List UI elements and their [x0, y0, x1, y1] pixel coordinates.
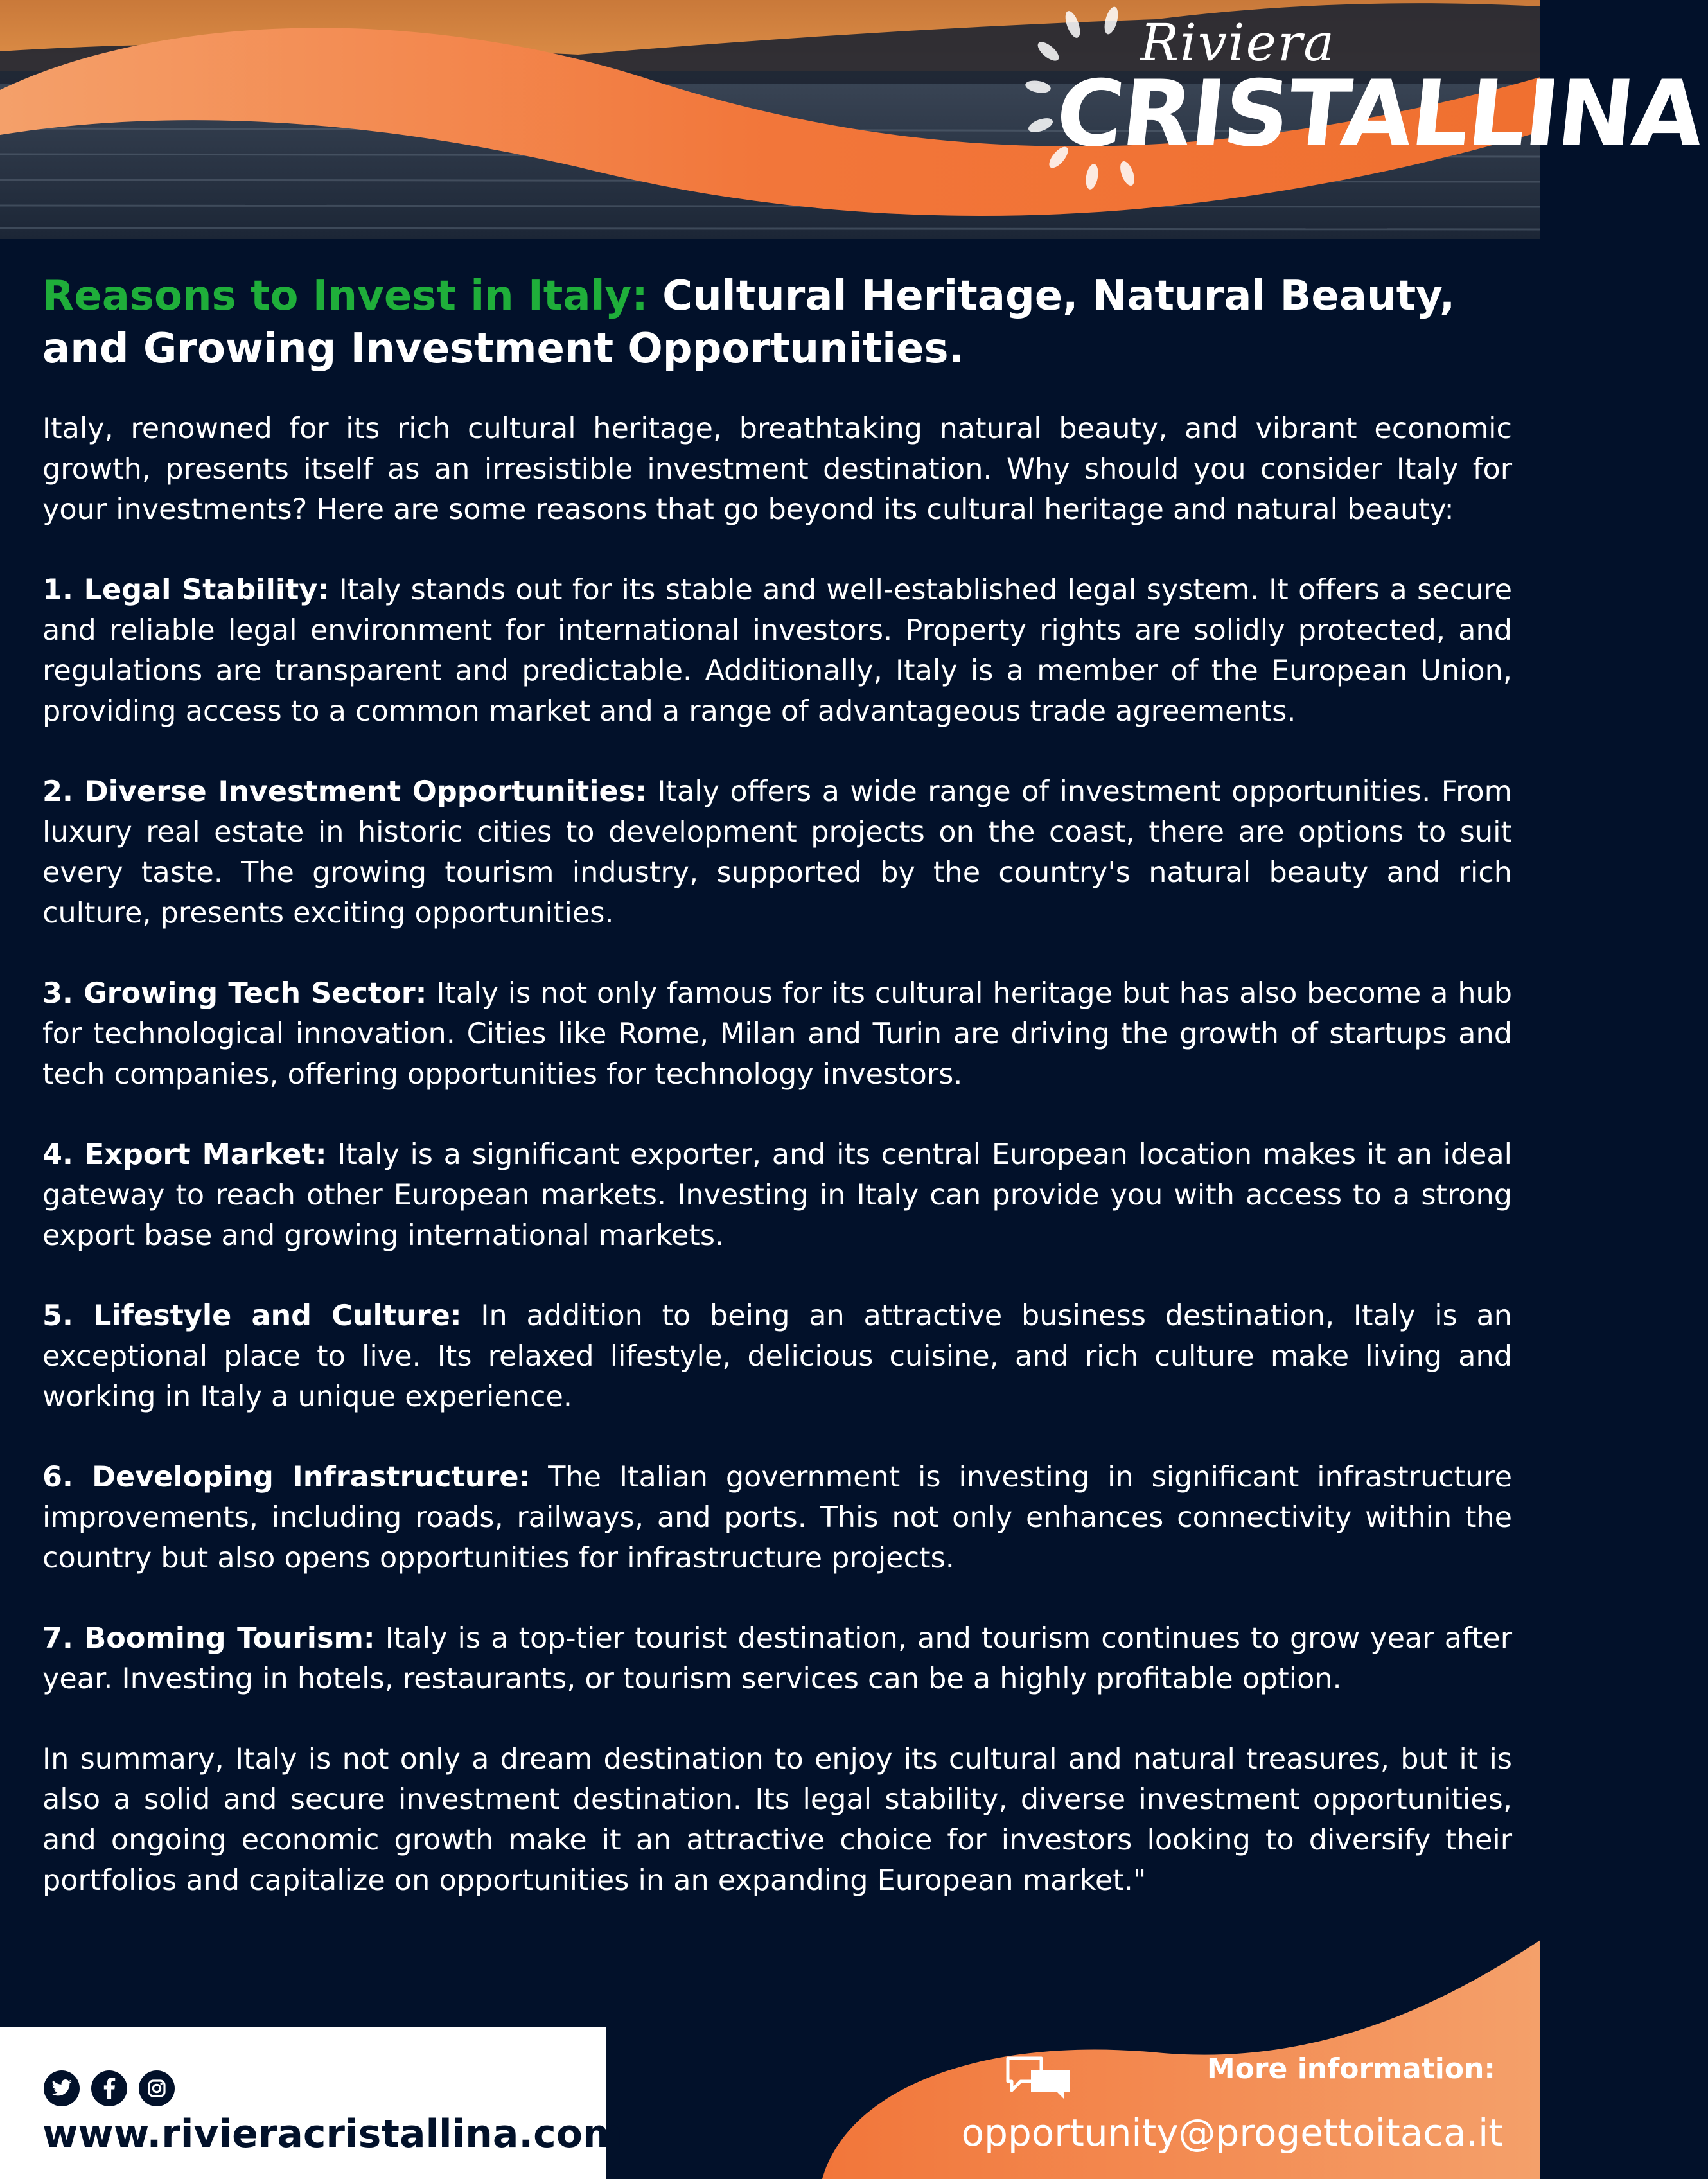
- point-text: Italy is not only famous for its cultural heritage but has also become a hub for technological innovation. Cities like Rome, Milan and Turin are driving the growth of startups and tech companies, offering opportunities for technology investors.: [42, 977, 1512, 1091]
- point-heading: 4. Export Market:: [42, 1138, 327, 1171]
- point-heading: 2. Diverse Investment Opportunities:: [42, 775, 647, 808]
- point-heading: 5. Lifestyle and Culture:: [42, 1300, 462, 1332]
- point-text: Italy offers a wide range of investment opportunities. From luxury real estate in historic cities to development projects on the coast, there are options to suit every taste. The growing tourism industry, supported by the country's natural beauty and rich culture, presents exciting opportunities.: [42, 775, 1512, 930]
- title-rest: Cultural Heritage, Natural Beauty, and Growing Investment Opportunities.: [42, 272, 1456, 373]
- logo-script-text: Riviera: [1140, 13, 1335, 73]
- article: [42, 270, 1512, 1941]
- article-title: [42, 270, 1512, 375]
- point-paragraph: [42, 1296, 1512, 1417]
- point-heading: 7. Booming Tourism:: [42, 1622, 375, 1655]
- point-text: Italy is a top-tier tourist destination, and tourism continues to grow year after year. Investing in hotels, restaurants, or tourism services can be a highly profitable option.: [42, 1622, 1512, 1695]
- point-paragraph: [42, 570, 1512, 732]
- point-heading: 6. Developing Infrastructure:: [42, 1461, 531, 1494]
- point-text: Italy stands out for its stable and well-established legal system. It offers a secure and reliable legal environment for international investors. Property rights are solidly protected, and regulations are transparent and predictable. Additionally, Italy is a member of the European Union, providing access to a common market and a range of advantageous trade agreements.: [42, 574, 1512, 728]
- intro-paragraph: Italy, renowned for its rich cultural heritage, breathtaking natural beauty, and vibrant economic growth, presents itself as an irresistible investment destination. Why should you consider Italy for your investments? Here are some reasons that go beyond its cultural heritage and natural beauty:: [42, 412, 1512, 526]
- point-paragraph: [42, 1134, 1512, 1256]
- logo-main-text: CRISTALLINA: [1051, 61, 1708, 167]
- point-heading: 1. Legal Stability:: [42, 574, 330, 606]
- more-info-label: More information:: [1206, 2052, 1495, 2085]
- point-heading: 3. Growing Tech Sector:: [42, 977, 427, 1010]
- title-accent: Reasons to Invest in Italy:: [42, 272, 648, 320]
- summary-paragraph: In summary, Italy is not only a dream destination to enjoy its cultural and natural treasures, but it is also a solid and secure investment destination. Its legal stability, diverse investment opportunities, and ongoing economic growth make it an attractive choice for investors looking to diversify their portfolios and capitalize on opportunities in an expanding European market.": [42, 1743, 1512, 1897]
- point-text: Italy is a significant exporter, and its central European location makes it an ideal gateway to reach other European markets. Investing in Italy can provide you with access to a strong export base and growing international markets.: [42, 1138, 1512, 1252]
- instagram-icon[interactable]: [139, 2070, 175, 2106]
- header-banner: [0, 0, 1708, 239]
- footer-website-panel: [0, 2027, 623, 2179]
- contact-email-link[interactable]: opportunity@progettoitaca.it: [961, 2111, 1503, 2155]
- point-paragraph: [42, 772, 1512, 933]
- website-link[interactable]: www.rivieracristallina.com: [42, 2112, 623, 2157]
- point-text: The Italian government is investing in significant infrastructure improvements, including roads, railways, and ports. This not only enhances connectivity within the country but also opens opportunities for infrastructure projects.: [42, 1461, 1512, 1575]
- point-paragraph: [42, 1457, 1512, 1578]
- social-links: [44, 2070, 175, 2106]
- point-text: In addition to being an attractive business destination, Italy is an exceptional place to live. Its relaxed lifestyle, delicious cuisine, and rich culture make living and working in Italy a unique experience.: [42, 1300, 1512, 1413]
- facebook-icon[interactable]: [91, 2070, 127, 2106]
- twitter-icon[interactable]: [44, 2070, 80, 2106]
- brand-logo: [1015, 0, 1708, 206]
- point-paragraph: [42, 973, 1512, 1095]
- chat-bubbles-icon: [1005, 2056, 1072, 2101]
- point-paragraph: [42, 1618, 1512, 1699]
